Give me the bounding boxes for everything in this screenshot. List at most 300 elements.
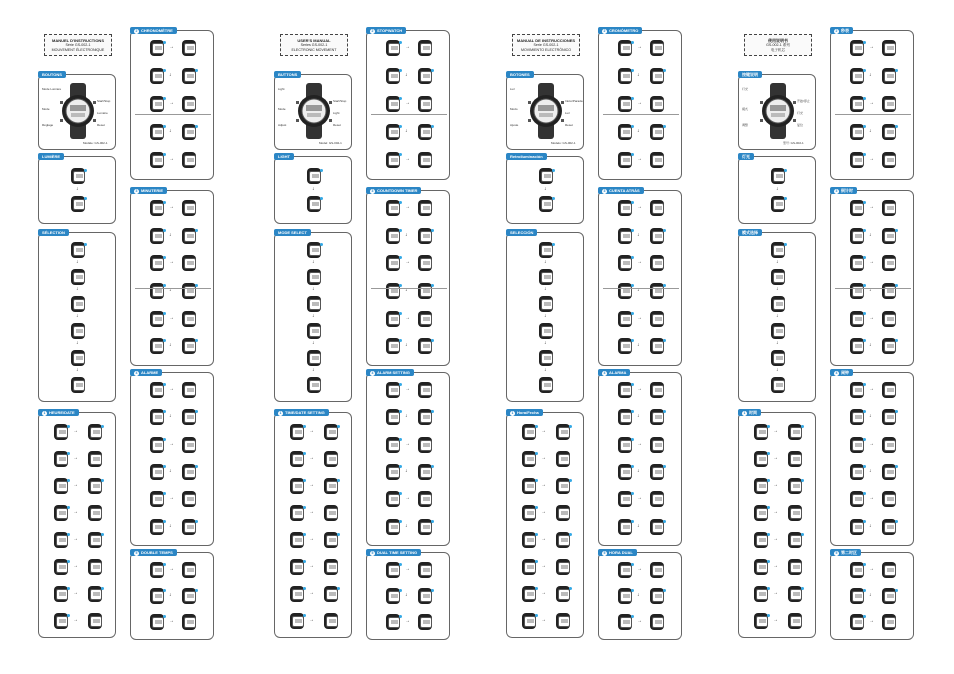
section-buttons <box>274 74 352 150</box>
divider <box>603 288 679 289</box>
button-press-icon <box>631 125 634 128</box>
button-press-icon <box>631 229 634 232</box>
watch-display-icon <box>649 408 665 426</box>
watch-display-icon <box>87 558 103 576</box>
watch-screen <box>309 272 321 283</box>
watch-screen <box>773 272 785 283</box>
watch-display-icon <box>149 381 165 399</box>
section-alarm <box>366 372 450 546</box>
button-press-icon <box>101 533 104 536</box>
button-press-icon <box>863 97 866 100</box>
watch-screen <box>292 589 304 600</box>
arrow-right-icon: → <box>309 536 314 542</box>
watch-button-label: Start/Stop <box>97 99 111 103</box>
section-modes <box>506 232 584 402</box>
section-stopwatch <box>830 30 914 180</box>
arrow-down-icon: ↓ <box>776 367 779 373</box>
watch-screen <box>852 43 864 54</box>
arrow-right-icon: → <box>309 428 314 434</box>
watch-screen <box>790 481 802 492</box>
watch-display-icon <box>385 39 401 57</box>
arrow-down-icon: ↓ <box>637 592 640 598</box>
watch-display-icon <box>649 490 665 508</box>
button-press-icon <box>767 425 770 428</box>
arrow-down-icon: ↓ <box>776 313 779 319</box>
watch-button-label: Light <box>333 111 340 115</box>
arrow-right-icon: → <box>637 618 642 624</box>
watch-screen <box>620 412 632 423</box>
watch-display-icon <box>555 585 571 603</box>
arrow-down-icon: ↓ <box>169 342 172 349</box>
button-press-icon <box>195 339 198 342</box>
button-press-icon <box>552 169 555 172</box>
watch-display-icon <box>323 504 339 522</box>
arrow-down-icon: ↓ <box>169 128 172 134</box>
watch-screen <box>184 565 196 576</box>
section-number: 5 <box>371 551 374 555</box>
button-press-icon <box>895 229 898 232</box>
section-number: 4 <box>135 371 138 375</box>
watch-display-icon <box>417 151 433 169</box>
button-press-icon <box>535 614 538 617</box>
button-press-icon <box>895 410 898 413</box>
watch-display-icon <box>306 376 322 394</box>
button-press-icon <box>163 339 166 342</box>
watch-screen <box>90 562 102 573</box>
watch-display-icon <box>70 376 86 394</box>
button-press-icon <box>863 383 866 386</box>
watch-display-icon <box>617 518 633 536</box>
watch-display-icon <box>787 504 803 522</box>
watch-display-icon <box>385 123 401 141</box>
button-press-icon <box>67 479 70 482</box>
manual-subtitle: MOVIMIENTO ELECTRÓNICO <box>520 48 572 52</box>
watch-screen <box>152 565 164 576</box>
watch-screen <box>388 71 400 82</box>
button-press-icon <box>399 125 402 128</box>
watch-display-icon <box>70 195 86 213</box>
button-press-icon <box>399 201 402 204</box>
manual-header <box>744 34 812 56</box>
watch-display-icon <box>181 123 197 141</box>
arrow-right-icon: → <box>405 259 410 266</box>
watch-screen <box>884 494 896 505</box>
watch-screen <box>652 99 664 110</box>
section-title <box>130 549 177 556</box>
watch-screen <box>620 231 632 242</box>
watch-screen <box>420 43 432 54</box>
watch-display-icon <box>555 477 571 495</box>
watch-screen <box>773 299 785 310</box>
button-press-icon <box>163 229 166 232</box>
arrow-down-icon: ↓ <box>869 287 872 293</box>
section-modes <box>274 232 352 402</box>
arrow-right-icon: → <box>541 536 546 542</box>
watch-diagram <box>526 83 566 139</box>
watch-display-icon <box>306 268 322 286</box>
arrow-right-icon: → <box>869 495 874 502</box>
section-number: 3 <box>835 189 838 193</box>
watch-display-icon <box>385 227 401 245</box>
button-press-icon <box>895 465 898 468</box>
section-alarm <box>130 372 214 546</box>
arrow-down-icon: ↓ <box>169 72 172 78</box>
button-press-icon <box>431 410 434 413</box>
watch-display-icon <box>617 282 633 300</box>
section-title <box>830 27 853 34</box>
watch-display-icon <box>181 490 197 508</box>
watch-display-icon <box>555 450 571 468</box>
watch-screen <box>756 616 768 627</box>
watch-screen <box>420 341 432 352</box>
button-press-icon <box>863 256 866 259</box>
button-press-icon <box>399 589 402 592</box>
watch-screen <box>852 231 864 242</box>
watch-display-icon <box>881 227 897 245</box>
watch-display-icon <box>323 585 339 603</box>
button-press-icon <box>895 339 898 342</box>
arrow-right-icon: → <box>773 455 778 461</box>
button-press-icon <box>863 229 866 232</box>
watch-display-icon <box>306 322 322 340</box>
button-press-icon <box>84 169 87 172</box>
button-press-icon <box>767 452 770 455</box>
watch-display-icon <box>849 408 865 426</box>
watch-display-icon <box>881 337 897 355</box>
section-title-text: SELECCIÓN <box>510 230 534 235</box>
watch-button-label: Reset <box>565 123 573 127</box>
arrow-right-icon: → <box>73 455 78 461</box>
button-press-icon <box>631 256 634 259</box>
section-stopwatch <box>598 30 682 180</box>
watch-display-icon <box>289 423 305 441</box>
section-title-text: DOUBLE TEMPS <box>141 550 173 555</box>
section-countdown <box>830 190 914 366</box>
section-title <box>366 369 414 376</box>
section-light <box>38 156 116 224</box>
watch-display-icon <box>849 463 865 481</box>
watch-screen <box>56 508 68 519</box>
watch-display-icon <box>417 337 433 355</box>
watch-display-icon <box>649 39 665 57</box>
button-press-icon <box>663 284 666 287</box>
arrow-right-icon: → <box>169 204 174 210</box>
watch-display-icon <box>649 587 665 605</box>
watch-screen <box>884 467 896 478</box>
button-press-icon <box>631 465 634 468</box>
section-title <box>366 549 421 556</box>
watch-display-icon <box>53 423 69 441</box>
manual-subtitle: GS-002-1 系列 <box>766 43 790 47</box>
section-number: 1 <box>43 411 46 415</box>
watch-screen <box>152 591 164 602</box>
watch-display-icon <box>306 241 322 259</box>
arrow-down-icon: ↓ <box>637 128 640 134</box>
arrow-down-icon: ↓ <box>169 231 172 238</box>
button-press-icon <box>431 465 434 468</box>
arrow-right-icon: → <box>869 204 874 210</box>
button-press-icon <box>631 410 634 413</box>
button-press-icon <box>431 339 434 342</box>
section-title <box>506 71 534 78</box>
section-number: 2 <box>603 29 606 33</box>
watch-screen <box>773 171 785 182</box>
arrow-right-icon: → <box>773 563 778 569</box>
watch-display-icon <box>149 463 165 481</box>
watch-display-icon <box>849 381 865 399</box>
arrow-down-icon: ↓ <box>169 413 172 420</box>
watch-screen <box>884 385 896 396</box>
button-press-icon <box>303 425 306 428</box>
button-press-icon <box>631 339 634 342</box>
section-title-text: DUAL TIME SETTING <box>377 550 418 555</box>
watch-display-icon <box>849 151 865 169</box>
watch-button-label: 调整 <box>742 123 749 127</box>
watch-screen <box>652 565 664 576</box>
watch-screen <box>852 591 864 602</box>
arrow-down-icon: ↓ <box>405 231 408 238</box>
manual-subtitle: Serie GS-002-1 <box>533 43 559 47</box>
section-title-text: CRONÓMETRO <box>609 28 639 33</box>
watch-screen <box>884 258 896 269</box>
watch-display-icon <box>849 95 865 113</box>
button-press-icon <box>663 465 666 468</box>
arrow-down-icon: ↓ <box>312 286 315 292</box>
button-press-icon <box>663 229 666 232</box>
section-title <box>130 187 167 194</box>
watch-screen <box>184 591 196 602</box>
button-press-icon <box>399 256 402 259</box>
arrow-down-icon: ↓ <box>869 413 872 420</box>
arrow-right-icon: → <box>169 618 174 624</box>
watch-display-icon <box>538 295 554 313</box>
watch-screen <box>73 245 85 256</box>
arrow-down-icon: ↓ <box>544 367 547 373</box>
watch-display-icon <box>385 95 401 113</box>
arrow-right-icon: → <box>73 590 78 596</box>
watch-display-icon <box>753 504 769 522</box>
watch-screen <box>558 535 570 546</box>
section-title-text: STOPWATCH <box>377 28 403 33</box>
watch-display-icon <box>289 450 305 468</box>
section-title-text: ALARM SETTING <box>377 370 410 375</box>
watch-display-icon <box>149 227 165 245</box>
watch-screen <box>326 508 338 519</box>
button-press-icon <box>163 589 166 592</box>
section-light <box>506 156 584 224</box>
watch-screen <box>524 427 536 438</box>
watch-display-icon <box>849 561 865 579</box>
watch-display-icon <box>149 561 165 579</box>
watch-display-icon <box>555 531 571 549</box>
watch-display-icon <box>417 199 433 217</box>
watch-screen <box>309 353 321 364</box>
watch-display-icon <box>538 241 554 259</box>
button-press-icon <box>67 506 70 509</box>
watch-display-icon <box>385 518 401 536</box>
button-press-icon <box>195 229 198 232</box>
watch-screen <box>558 589 570 600</box>
watch-display-icon <box>417 39 433 57</box>
watch-screen <box>884 341 896 352</box>
section-title <box>598 369 630 376</box>
watch-display-icon <box>617 463 633 481</box>
watch-display-icon <box>70 349 86 367</box>
arrow-right-icon: → <box>169 440 174 447</box>
arrow-right-icon: → <box>637 100 642 106</box>
watch-screen <box>620 494 632 505</box>
watch-screen <box>388 440 400 451</box>
arrow-down-icon: ↓ <box>169 287 172 293</box>
button-press-icon <box>631 520 634 523</box>
button-press-icon <box>67 560 70 563</box>
arrow-right-icon: → <box>869 44 874 50</box>
watch-display-icon <box>521 477 537 495</box>
watch-display-icon <box>617 123 633 141</box>
button-press-icon <box>631 41 634 44</box>
section-title <box>598 549 637 556</box>
button-press-icon <box>863 410 866 413</box>
watch-screen <box>420 258 432 269</box>
watch-display-icon <box>417 613 433 631</box>
section-number: 2 <box>371 29 374 33</box>
button-press-icon <box>631 563 634 566</box>
button-press-icon <box>863 201 866 204</box>
watch-display-icon <box>417 518 433 536</box>
watch-display-icon <box>385 436 401 454</box>
watch-screen <box>790 508 802 519</box>
section-title <box>738 229 762 236</box>
button-press-icon <box>767 587 770 590</box>
button-press-icon <box>303 533 306 536</box>
watch-screen <box>184 385 196 396</box>
section-title <box>130 369 162 376</box>
watch-display-icon <box>181 254 197 272</box>
button-press-icon <box>863 589 866 592</box>
arrow-right-icon: → <box>773 509 778 515</box>
watch-display-icon <box>385 199 401 217</box>
watch-display-icon <box>649 381 665 399</box>
watch-display-icon <box>385 254 401 272</box>
watch-display-icon <box>881 408 897 426</box>
watch-display-icon <box>849 310 865 328</box>
watch-screen <box>756 454 768 465</box>
section-title-text: 第二时区 <box>841 550 857 555</box>
watch-display-icon <box>181 199 197 217</box>
watch-display-icon <box>787 423 803 441</box>
button-press-icon <box>801 533 804 536</box>
button-press-icon <box>399 284 402 287</box>
watch-screen <box>773 245 785 256</box>
watch-display-icon <box>770 195 786 213</box>
watch-display-icon <box>849 337 865 355</box>
watch-screen <box>292 562 304 573</box>
watch-display-icon <box>181 310 197 328</box>
watch-screen <box>620 71 632 82</box>
watch-display-icon <box>323 531 339 549</box>
watch-display-icon <box>417 227 433 245</box>
watch-display-icon <box>881 254 897 272</box>
button-press-icon <box>863 312 866 315</box>
section-title-text: BUTTONS <box>278 72 298 77</box>
watch-button-label: 复位 <box>797 123 804 127</box>
watch-screen <box>90 589 102 600</box>
section-title-text: MINUTERIE <box>141 188 163 193</box>
button-press-icon <box>552 243 555 246</box>
watch-display-icon <box>417 561 433 579</box>
arrow-right-icon: → <box>169 100 174 106</box>
watch-display-icon <box>753 585 769 603</box>
arrow-right-icon: → <box>541 590 546 596</box>
arrow-right-icon: → <box>869 440 874 447</box>
watch-display-icon <box>881 39 897 57</box>
watch-display-icon <box>849 227 865 245</box>
arrow-right-icon: → <box>169 495 174 502</box>
button-press-icon <box>663 589 666 592</box>
watch-screen <box>388 314 400 325</box>
watch-screen <box>652 494 664 505</box>
button-press-icon <box>399 438 402 441</box>
section-title-text: TIME/DATE SETTING <box>285 410 325 415</box>
watch-display-icon <box>289 558 305 576</box>
button-press-icon <box>399 69 402 72</box>
button-press-icon <box>399 153 402 156</box>
watch-display-icon <box>649 67 665 85</box>
arrow-down-icon: ↓ <box>312 313 315 319</box>
watch-screen <box>620 155 632 166</box>
watch-display-icon <box>521 558 537 576</box>
watch-screen <box>884 203 896 214</box>
watch-display-icon <box>306 195 322 213</box>
arrow-right-icon: → <box>169 566 174 572</box>
section-title-text: Retroiluminación <box>510 154 543 159</box>
watch-screen <box>184 203 196 214</box>
watch-screen <box>524 508 536 519</box>
watch-screen <box>152 385 164 396</box>
watch-display-icon <box>753 450 769 468</box>
watch-screen <box>73 171 85 182</box>
section-title-text: 模式选择 <box>742 230 758 235</box>
watch-display-icon <box>521 504 537 522</box>
watch-display-icon <box>770 322 786 340</box>
button-press-icon <box>631 438 634 441</box>
section-number: 3 <box>603 189 606 193</box>
button-press-icon <box>320 197 323 200</box>
watch-display-icon <box>770 268 786 286</box>
watch-display-icon <box>181 151 197 169</box>
watch-screen <box>292 616 304 627</box>
section-title <box>38 229 69 236</box>
arrow-down-icon: ↓ <box>869 231 872 238</box>
watch-button-label: Light <box>278 87 285 91</box>
watch-display-icon <box>849 490 865 508</box>
button-press-icon <box>163 312 166 315</box>
section-title-text: Hora/Fecha <box>517 410 539 415</box>
watch-display-icon <box>417 67 433 85</box>
section-title <box>366 187 421 194</box>
section-number: 1 <box>511 411 514 415</box>
button-press-icon <box>195 465 198 468</box>
watch-screen <box>56 454 68 465</box>
watch-display-icon <box>881 151 897 169</box>
watch-screen <box>652 258 664 269</box>
watch-display-icon <box>385 463 401 481</box>
watch-display-icon <box>149 310 165 328</box>
watch-display-icon <box>617 587 633 605</box>
watch-display-icon <box>385 337 401 355</box>
watch-screen <box>652 127 664 138</box>
watch-screen <box>309 326 321 337</box>
